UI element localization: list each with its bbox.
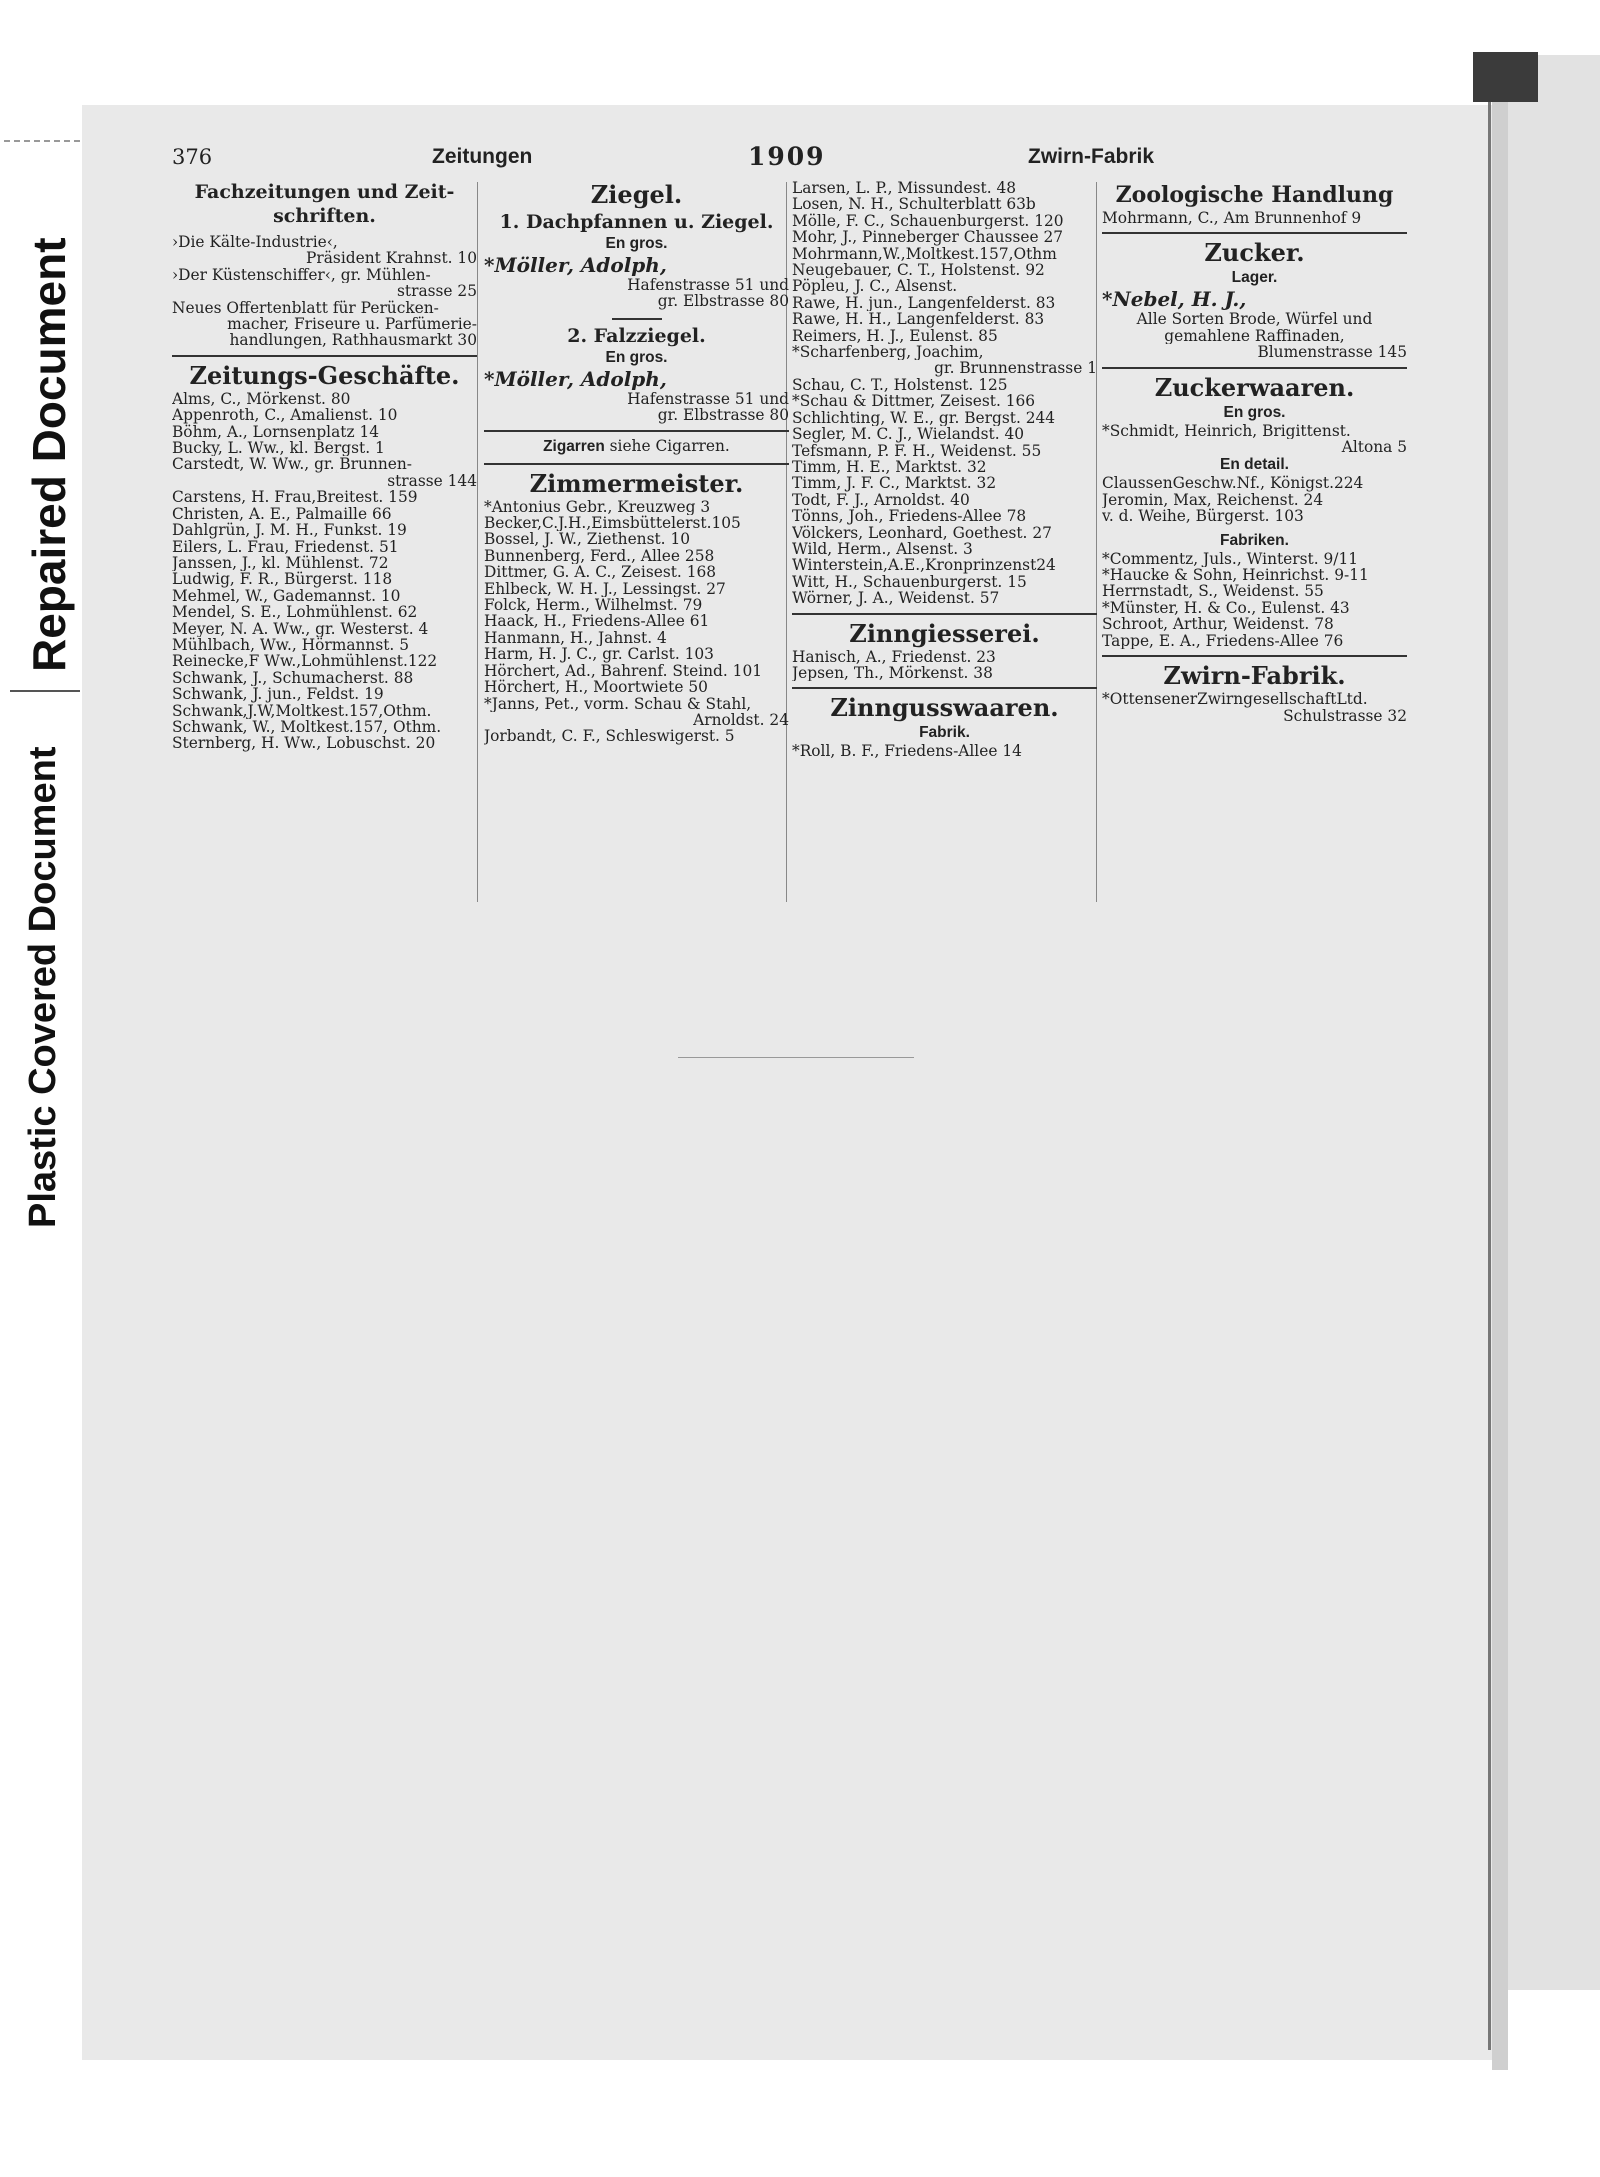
list-item: Böhm, A., Lornsenplatz 14	[172, 423, 380, 441]
list-item: gr. Elbstrasse 80	[657, 407, 789, 424]
list-item: Hafenstrasse 51 und	[627, 277, 789, 294]
list-item: Jepsen, Th., Mörkenst. 38	[792, 664, 993, 682]
label-en-gros: En gros.	[1223, 403, 1286, 421]
list-item: Bossel, J. W., Ziethenst. 10	[484, 531, 691, 548]
page-edge-shadow	[1492, 95, 1508, 2070]
label-lager: Lager.	[1231, 269, 1278, 287]
section-title-ziegel: Ziegel.	[590, 180, 683, 209]
list-item: Segler, M. C. J., Wielandst. 40	[792, 426, 1025, 443]
list-item: ›Die Kälte-Industrie‹,	[172, 234, 338, 251]
list-item: ClaussenGeschw.Nf., Königst.224	[1102, 475, 1364, 492]
section-rule	[484, 463, 789, 465]
list-item: Präsident Krahnst. 10	[306, 250, 477, 267]
list-item: Mohrmann,W.,Moltkest.157,Othm	[792, 245, 1057, 263]
list-item: Mohrmann, C., Am Brunnenhof 9	[1102, 210, 1362, 227]
archive-side-strip	[0, 0, 82, 2177]
list-item: macher, Friseure u. Parfümerie-	[227, 316, 477, 333]
list-item: Appenroth, C., Amalienst. 10	[172, 407, 398, 424]
label-fabriken: Fabriken.	[1220, 531, 1289, 549]
list-item: *Antonius Gebr., Kreuzweg 3	[484, 498, 711, 516]
list-item: Schroot, Arthur, Weidenst. 78	[1102, 616, 1334, 633]
list-item: Eilers, L. Frau, Friedenst. 51	[172, 538, 399, 555]
list-item: Witt, H., Schauenburgerst. 15	[792, 573, 1027, 591]
list-item: *Commentz, Juls., Winterst. 9/11	[1102, 550, 1359, 568]
column-divider	[477, 182, 478, 902]
section-title-fachzeitungen: Fachzeitungen und Zeit-	[194, 181, 455, 203]
column-4	[1102, 180, 1407, 724]
list-item: Dittmer, G. A. C., Zeisest. 168	[484, 564, 717, 581]
list-item: Neugebauer, C. T., Holstenst. 92	[792, 262, 1045, 279]
list-item: Jorbandt, C. F., Schleswigerst. 5	[484, 728, 735, 745]
cross-reference	[484, 436, 789, 457]
dashed-edge	[4, 140, 80, 142]
end-rule	[678, 1057, 914, 1058]
list-item: Larsen, L. P., Missundest. 48	[792, 180, 1017, 197]
binder-tab	[1473, 52, 1538, 102]
list-item: Carstedt, W. Ww., gr. Brunnen-	[172, 456, 413, 473]
list-item: Bunnenberg, Ferd., Allee 258	[484, 547, 715, 565]
list-item: Altona 5	[1341, 439, 1407, 456]
list-item: Neues Offertenblatt für Perücken-	[172, 299, 439, 317]
list-item: *Münster, H. & Co., Eulenst. 43	[1102, 599, 1350, 617]
section-title-zinngiesserei: Zinngiesserei.	[849, 618, 1040, 648]
list-item: Christen, A. E., Palmaille 66	[172, 505, 392, 523]
section-title-zuckerwaaren: Zuckerwaaren.	[1154, 372, 1355, 402]
label-divider	[10, 690, 80, 692]
list-item: strasse 144	[387, 472, 477, 490]
list-item: *Schmidt, Heinrich, Brigittenst.	[1102, 422, 1351, 440]
list-item: *OttensenerZwirngesellschaftLtd.	[1102, 691, 1368, 708]
list-item: Bucky, L. Ww., kl. Bergst. 1	[172, 440, 385, 457]
page-number: 376	[172, 145, 213, 169]
short-rule	[612, 318, 662, 320]
binding-spine	[1488, 100, 1491, 2050]
list-item: *Nebel, H. J.,	[1102, 288, 1247, 312]
section-rule	[1102, 367, 1407, 369]
column-2	[484, 180, 789, 745]
cross-reference-text: siehe Cigarren.	[604, 436, 730, 455]
list-item: Janssen, J., kl. Mühlenst. 72	[172, 554, 389, 572]
header-left-word: Zeitungen	[432, 145, 533, 168]
subsection-dachpfannen: 1. Dachpfannen u. Ziegel.	[499, 211, 774, 233]
list-item: Reimers, H. J., Eulenst. 85	[792, 327, 998, 345]
list-item: *Roll, B. F., Friedens-Allee 14	[792, 743, 1022, 760]
section-title-zwirn-fabrik: Zwirn-Fabrik.	[1163, 661, 1346, 691]
column-1	[172, 180, 477, 752]
list-item: Timm, H. E., Marktst. 32	[792, 458, 987, 476]
list-item: Harm, H. J. C., gr. Carlst. 103	[484, 646, 714, 663]
list-item: Arnoldst. 24	[693, 711, 789, 729]
list-item: Tappe, E. A., Friedens-Allee 76	[1102, 632, 1344, 650]
list-item: gemahlene Raffinaden,	[1164, 327, 1345, 345]
list-item: Meyer, N. A. Ww., gr. Westerst. 4	[172, 620, 429, 637]
list-item: Rawe, H. jun., Langenfelderst. 83	[792, 294, 1056, 312]
list-item: *Schau & Dittmer, Zeisest. 166	[792, 393, 1036, 410]
cross-reference-term: Zigarren	[543, 437, 605, 455]
plastic-covered-label: Plastic Covered Document	[22, 746, 64, 1228]
list-item: Hanmann, H., Jahnst. 4	[484, 629, 667, 647]
list-item: Rawe, H. H., Langenfelderst. 83	[792, 311, 1045, 328]
list-item: handlungen, Rathhausmarkt 30	[229, 332, 477, 349]
list-item: Pöpleu, J. C., Alsenst.	[792, 278, 958, 295]
list-item: Herrnstadt, S., Weidenst. 55	[1102, 583, 1324, 600]
list-item: *Möller, Adolph,	[484, 254, 667, 277]
list-item: ›Der Küstenschiffer‹, gr. Mühlen-	[172, 266, 431, 284]
list-item: Ehlbeck, W. H. J., Lessingst. 27	[484, 580, 726, 598]
list-item: Hörchert, Ad., Bahrenf. Steind. 101	[484, 662, 763, 680]
section-title-zinngusswaaren: Zinngusswaaren.	[830, 693, 1059, 723]
list-item: Tönns, Joh., Friedens-Allee 78	[792, 508, 1027, 525]
list-item: Alms, C., Mörkenst. 80	[172, 390, 351, 408]
list-item: Wild, Herm., Alsenst. 3	[792, 540, 973, 558]
list-item: gr. Elbstrasse 80	[657, 293, 789, 310]
list-item: Reinecke,F Ww.,Lohmühlenst.122	[172, 653, 438, 670]
list-item: v. d. Weihe, Bürgerst. 103	[1102, 508, 1304, 525]
list-item: Hörchert, H., Moortwiete 50	[484, 679, 708, 696]
list-item: Dahlgrün, J. M. H., Funkst. 19	[172, 522, 407, 539]
section-title-zimmermeister: Zimmermeister.	[529, 468, 744, 498]
list-item: *Haucke & Sohn, Heinrichst. 9-11	[1102, 567, 1369, 584]
section-title-zucker: Zucker.	[1204, 238, 1305, 268]
list-item: strasse 25	[397, 283, 477, 300]
list-item: Wörner, J. A., Weidenst. 57	[792, 590, 1000, 607]
list-item: Folck, Herm., Wilhelmst. 79	[484, 597, 703, 614]
list-item: Todt, F. J., Arnoldst. 40	[792, 491, 970, 509]
list-item: Schwank, W., Moltkest.157, Othm.	[172, 718, 442, 736]
list-item: Carstens, H. Frau,Breitest. 159	[172, 489, 418, 506]
list-item: Mölle, F. C., Schauenburgerst. 120	[792, 212, 1064, 230]
list-item: Schau, C. T., Holstenst. 125	[792, 376, 1008, 394]
section-rule	[1102, 232, 1407, 234]
section-title-zoologische-handlung: Zoologische Handlung	[1115, 182, 1394, 208]
list-item: Ludwig, F. R., Bürgerst. 118	[172, 571, 393, 588]
list-item: Mühlbach, Ww., Hörmannst. 5	[172, 636, 409, 654]
label-en-gros: En gros.	[605, 235, 668, 252]
list-item: Schwank, J. jun., Feldst. 19	[172, 686, 384, 703]
list-item: Mendel, S. E., Lohmühlenst. 62	[172, 604, 418, 621]
label-fabrik: Fabrik.	[919, 724, 970, 742]
list-item: Alle Sorten Brode, Würfel und	[1136, 311, 1373, 328]
list-item: Sternberg, H. Ww., Lobuschst. 20	[172, 735, 436, 752]
list-item: gr. Brunnenstrasse 1	[934, 360, 1097, 377]
list-item: Schwank,J.W,Moltkest.157,Othm.	[172, 702, 432, 719]
list-item: *Janns, Pet., vorm. Schau & Stahl,	[484, 695, 752, 712]
list-item: Becker,C.J.H.,Eimsbüttelerst.105	[484, 515, 741, 532]
list-item: Mehmel, W., Gademannst. 10	[172, 587, 401, 605]
list-item: Winterstein,A.E.,Kronprinzenst24	[792, 557, 1056, 574]
header-year: 1909	[748, 142, 826, 171]
list-item: Schwank, J., Schumacherst. 88	[172, 669, 414, 687]
label-en-gros: En gros.	[605, 348, 668, 366]
section-rule	[172, 355, 477, 357]
section-title-fachzeitungen-2: schriften.	[273, 205, 376, 227]
section-rule	[792, 687, 1097, 689]
list-item: Jeromin, Max, Reichenst. 24	[1102, 491, 1324, 509]
list-item: Haack, H., Friedens-Allee 61	[484, 613, 710, 630]
column-3	[792, 180, 1097, 760]
section-rule	[792, 613, 1097, 615]
list-item: Losen, N. H., Schulterblatt 63b	[792, 196, 1036, 213]
list-item: Timm, J. F. C., Marktst. 32	[792, 475, 997, 492]
list-item: Hanisch, A., Friedenst. 23	[792, 648, 996, 665]
list-item: Schulstrasse 32	[1283, 707, 1407, 724]
list-item: *Möller, Adolph,	[484, 367, 667, 391]
list-item: Blumenstrasse 145	[1257, 344, 1407, 361]
subsection-falzziegel: 2. Falzziegel.	[567, 324, 706, 347]
next-page-edge	[1508, 55, 1600, 1990]
label-en-detail: En detail.	[1220, 456, 1289, 474]
header-right-word: Zwirn-Fabrik	[1028, 145, 1155, 168]
list-item: Mohr, J., Pinneberger Chaussee 27	[792, 229, 1064, 246]
section-title-zeitungs-geschaefte: Zeitungs-Geschäfte.	[189, 360, 460, 390]
section-rule	[484, 430, 789, 432]
list-item: Tefsmann, P. F. H., Weidenst. 55	[792, 442, 1042, 459]
list-item: *Scharfenberg, Joachim,	[792, 344, 984, 361]
list-item: Schlichting, W. E., gr. Bergst. 244	[792, 409, 1056, 427]
list-item: Hafenstrasse 51 und	[627, 390, 789, 408]
repaired-document-label: Repaired Document	[23, 237, 75, 672]
list-item: Völckers, Leonhard, Goethest. 27	[792, 524, 1052, 541]
section-rule	[1102, 655, 1407, 657]
